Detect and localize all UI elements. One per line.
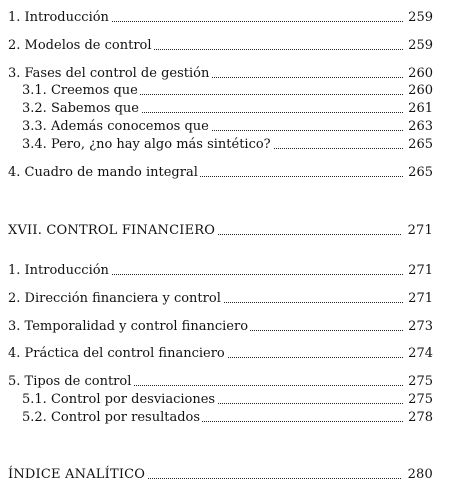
toc-entry[interactable] [0,345,451,363]
toc-subentry-title: 3.3. Además conocemos que [22,119,209,134]
toc-entry-title: 1. Introducción [8,10,109,25]
toc-entry[interactable] [0,290,451,308]
toc-entry-page: 273 [404,318,433,336]
toc-entry-page: 275 [404,373,433,391]
toc-entry[interactable] [0,318,451,336]
toc-entry[interactable] [0,9,451,27]
toc-subentry-title: 3.1. Creemos que [22,83,138,98]
toc-subentry[interactable] [0,136,451,154]
toc-entry-page: 260 [404,65,433,83]
toc-subentry[interactable] [0,118,451,136]
chapter-page: 271 [404,222,433,240]
toc-entry-title: 4. Práctica del control financiero [8,346,225,361]
toc-index-heading[interactable] [0,466,451,484]
toc-subentry-page: 278 [404,409,433,427]
toc-entry-title: 4. Cuadro de mando integral [8,165,198,180]
toc-entry[interactable] [0,262,451,280]
toc-entry-title: 3. Fases del control de gestión [8,66,210,81]
toc-entry[interactable] [0,65,451,83]
toc-subentry[interactable] [0,391,451,409]
toc-subentry-title: 3.4. Pero, ¿no hay algo más sintético? [22,137,271,152]
toc-entry-page: 274 [404,345,433,363]
toc-subentry-page: 260 [404,82,433,100]
toc-entry[interactable] [0,373,451,391]
toc-entry-page: 265 [404,164,433,182]
index-title: ÍNDICE ANALÍTICO [8,467,146,482]
toc-entry[interactable] [0,164,451,182]
toc-subentry-page: 265 [404,136,433,154]
toc-chapter-heading[interactable] [0,222,451,240]
toc-subentry-title: 5.2. Control por resultados [22,410,201,425]
toc-subentry-title: 5.1. Control por desviaciones [22,392,216,407]
toc-entry-title: 5. Tipos de control [8,374,132,389]
toc-subentry-page: 261 [404,100,433,118]
toc-entry-page: 259 [404,9,433,27]
toc-entry-title: 2. Modelos de control [8,38,152,53]
toc-entry[interactable] [0,37,451,55]
toc-entry-title: 2. Dirección financiera y control [8,291,221,306]
toc-subentry[interactable] [0,100,451,118]
toc-subentry[interactable] [0,82,451,100]
toc-entry-page: 259 [404,37,433,55]
toc-subentry-title: 3.2. Sabemos que [22,101,139,116]
chapter-title: XVII. CONTROL FINANCIERO [8,223,216,238]
index-page: 280 [404,466,433,484]
toc-entry-title: 3. Temporalidad y control financiero [8,319,249,334]
toc-subentry-page: 263 [404,118,433,136]
toc-entry-page: 271 [404,290,433,308]
toc-subentry[interactable] [0,409,451,427]
toc-entry-title: 1. Introducción [8,263,109,278]
toc-subentry-page: 275 [404,391,433,409]
toc-entry-page: 271 [404,262,433,280]
